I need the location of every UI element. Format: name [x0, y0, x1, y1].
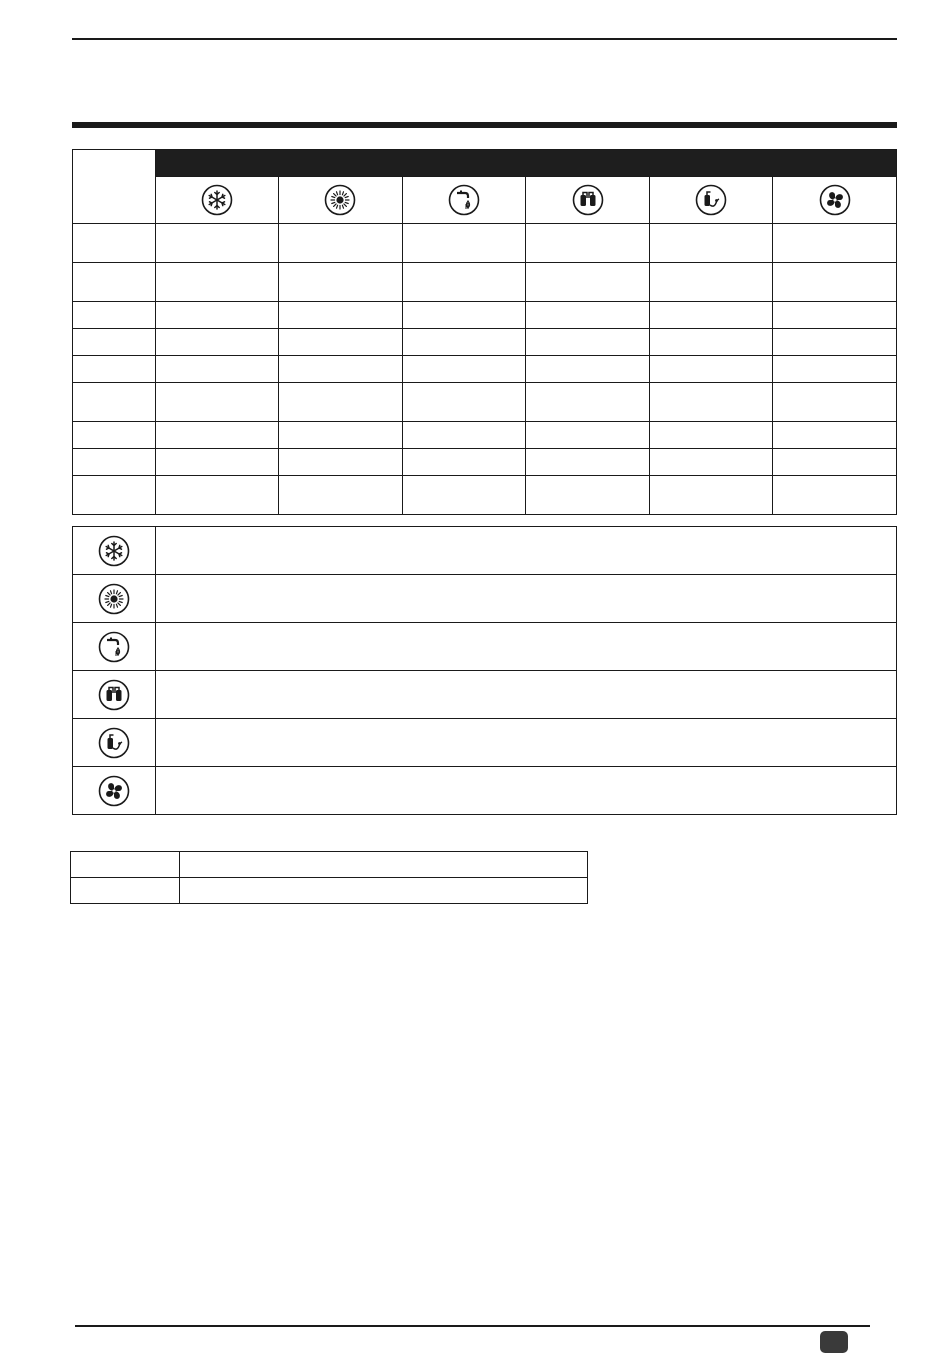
table-cell — [773, 383, 897, 422]
pump-icon — [695, 184, 727, 216]
legend-description-cell — [156, 575, 897, 623]
table-cell — [402, 422, 526, 449]
table-cell — [402, 302, 526, 329]
table-cell — [402, 476, 526, 515]
table-cell — [402, 329, 526, 356]
table-cell — [649, 383, 773, 422]
mode-specification-table — [72, 149, 897, 515]
legend-row — [73, 575, 897, 623]
label-cell — [71, 852, 180, 878]
table-cell — [279, 356, 403, 383]
table-cell — [526, 263, 650, 302]
label-cell — [71, 878, 180, 904]
compressor-icon — [98, 679, 130, 711]
table-header-row — [73, 150, 897, 177]
header-cooling-cell — [155, 177, 279, 224]
table-cell — [649, 476, 773, 515]
table-cell — [279, 383, 403, 422]
legend-description-cell — [156, 767, 897, 815]
value-cell — [180, 852, 588, 878]
table-cell — [402, 263, 526, 302]
table-cell — [526, 422, 650, 449]
table-cell — [402, 449, 526, 476]
small-info-table — [70, 851, 588, 904]
legend-icon-cell — [73, 671, 156, 719]
legend-description-cell — [156, 623, 897, 671]
table-row — [73, 449, 897, 476]
table-cell — [526, 476, 650, 515]
table-cell — [279, 224, 403, 263]
legend-icon-cell — [73, 527, 156, 575]
table-cell — [279, 263, 403, 302]
table-cell — [155, 224, 279, 263]
table-cell — [773, 476, 897, 515]
snowflake-icon — [98, 535, 130, 567]
faucet-icon — [448, 184, 480, 216]
table-cell — [279, 449, 403, 476]
table-cell — [526, 356, 650, 383]
row-label-cell — [73, 263, 156, 302]
sun-icon — [324, 184, 356, 216]
table-cell — [649, 329, 773, 356]
icon-header-row — [73, 177, 897, 224]
table-cell — [526, 383, 650, 422]
table-row — [73, 329, 897, 356]
table-row — [73, 356, 897, 383]
table-cell — [279, 302, 403, 329]
table-cell — [649, 422, 773, 449]
fan-icon — [819, 184, 851, 216]
table-cell — [773, 302, 897, 329]
table-row — [71, 852, 588, 878]
fan-icon — [98, 775, 130, 807]
header-hot-water-cell — [402, 177, 526, 224]
table-cell — [155, 356, 279, 383]
table-cell — [526, 224, 650, 263]
legend-icon-cell — [73, 575, 156, 623]
header-heating-cell — [279, 177, 403, 224]
table-cell — [402, 383, 526, 422]
legend-description-cell — [156, 719, 897, 767]
row-label-cell — [73, 302, 156, 329]
legend-icon-cell — [73, 767, 156, 815]
table-cell — [649, 224, 773, 263]
table-cell — [773, 356, 897, 383]
legend-row — [73, 527, 897, 575]
legend-description-cell — [156, 671, 897, 719]
table-row — [73, 224, 897, 263]
row-label-cell — [73, 422, 156, 449]
legend-icon-cell — [73, 623, 156, 671]
faucet-icon — [98, 631, 130, 663]
header-bar — [155, 150, 896, 177]
sun-icon — [98, 583, 130, 615]
legend-row — [73, 623, 897, 671]
table-cell — [649, 302, 773, 329]
table-cell — [649, 449, 773, 476]
legend-row — [73, 767, 897, 815]
table-cell — [155, 263, 279, 302]
table-row — [73, 383, 897, 422]
table-cell — [279, 422, 403, 449]
table-cell — [155, 422, 279, 449]
value-cell — [180, 878, 588, 904]
table-row — [73, 422, 897, 449]
header-fan-cell — [773, 177, 897, 224]
table-row — [71, 878, 588, 904]
table-cell — [402, 224, 526, 263]
table-cell — [279, 476, 403, 515]
legend-description-cell — [156, 527, 897, 575]
row-label-cell — [73, 476, 156, 515]
table-row — [73, 302, 897, 329]
table-cell — [155, 449, 279, 476]
legend-icon-cell — [73, 719, 156, 767]
snowflake-icon — [201, 184, 233, 216]
footer-rule — [75, 1325, 870, 1327]
table-cell — [649, 263, 773, 302]
compressor-icon — [572, 184, 604, 216]
table-cell — [773, 449, 897, 476]
table-cell — [526, 329, 650, 356]
table-cell — [773, 224, 897, 263]
table-cell — [155, 383, 279, 422]
table-cell — [155, 302, 279, 329]
top-rule — [72, 38, 897, 40]
table-cell — [649, 356, 773, 383]
table-corner-cell — [73, 150, 156, 224]
row-label-cell — [73, 356, 156, 383]
table-cell — [526, 449, 650, 476]
section-heavy-rule — [72, 122, 897, 128]
table-row — [73, 476, 897, 515]
header-pump-cell — [649, 177, 773, 224]
table-cell — [773, 329, 897, 356]
icon-legend-table — [72, 526, 897, 815]
row-label-cell — [73, 383, 156, 422]
table-cell — [155, 476, 279, 515]
table-cell — [155, 329, 279, 356]
row-label-cell — [73, 224, 156, 263]
table-cell — [526, 302, 650, 329]
legend-row — [73, 671, 897, 719]
legend-row — [73, 719, 897, 767]
table-cell — [402, 356, 526, 383]
row-label-cell — [73, 449, 156, 476]
pump-icon — [98, 727, 130, 759]
table-cell — [773, 263, 897, 302]
header-compressor-cell — [526, 177, 650, 224]
table-cell — [773, 422, 897, 449]
table-cell — [279, 329, 403, 356]
row-label-cell — [73, 329, 156, 356]
table-row — [73, 263, 897, 302]
page-number-badge — [820, 1331, 848, 1353]
